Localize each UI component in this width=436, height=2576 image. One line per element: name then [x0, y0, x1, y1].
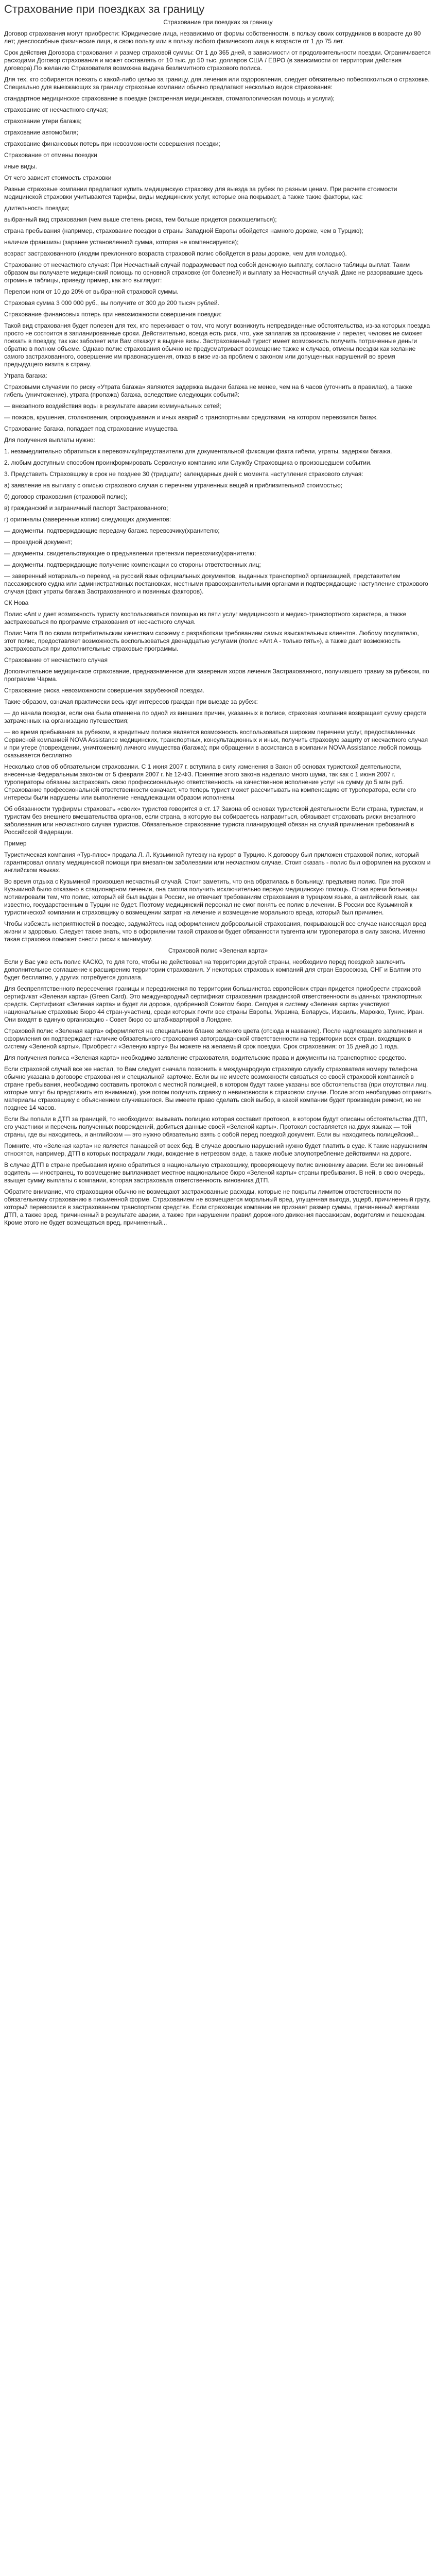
paragraph: страхование утери багажа; [4, 117, 82, 125]
paragraph: страхование финансовых потерь при невозможности совершения поездки; [4, 140, 220, 147]
paragraph: в) гражданский и заграничный паспорт Застрахованного; [4, 504, 168, 512]
paragraph: г) оригиналы (заверенные копии) следующих документов: [4, 516, 171, 523]
paragraph: Страховой полис «Зеленая карта» оформляется на специальном бланке зеленого цвета (отсюда и название). После надлежащего заполнения и оформления он подтверждает наличие обязательного страхования автогражданской ответственности на территории всех стран, входящих в систему «Зеленой карты». Приобрести «Зеленую карту» Вы можете на желаемый срок поездки. Срок страхования: от 15 дней до 1 года. [4, 1027, 422, 1050]
paragraph: — внезапного воздействия воды в результате аварии коммунальных сетей; [4, 402, 221, 410]
paragraph: Такие образом, означая практически весь круг интересов граждан при выезде за рубеж: [4, 698, 258, 705]
paragraph: Помните, что «Зеленая карта» не является панацеей от всех бед. В случае довольно нарушений нужно будет платить в суде. К такие нарушениям относятся, например, ДТП в которых пострадали люди, вождение в нетрезвом виде, а также любые злоупотребление действиями на дороге. [4, 1142, 427, 1157]
paragraph: Чтобы избежать неприятностей в поездке, задумайтесь над оформлением добровольной страхования, покрывающей все случае наносящая вред жизни и здоровью. Следует также знать, что в оформлении такой страховки будет обязанности туагента или туроператора в силу закона. Именно такая страховка поможет снести риски к минимуму. [4, 920, 427, 943]
article-body [4, 19, 432, 1227]
paragraph: 1. незамедлительно обратиться к перевозчику/представителю для документальной фиксации факта гибели, утраты, задержки багажа. [4, 448, 392, 455]
paragraph: Для получения полиса «Зеленая карта» необходимо заявление страхователя, водительские права и документы на транспортное средство. [4, 1054, 407, 1061]
paragraph: Страхование при поездках за границу [163, 19, 273, 26]
paragraph: иные виды. [4, 163, 38, 170]
paragraph: Если Вы попали в ДТП за границей, то необходимо: вызывать полицию которая составит протокол, в котором будут описаны обстоятельства ДТП, его участники и перечень полученных повреждений, добиться данные своей «Зеленой карты». Протокол составляется на двух языках — той страны, где вы находитесь, и английском — это нужно обязательно взять с собой перед поездкой документ. Если вы находитесь полицейский... [4, 1115, 427, 1138]
paragraph: Пример [4, 840, 27, 847]
paragraph: Если у Вас уже есть полис КАСКО, то для того, чтобы не действовал на территории другой страны, необходимо перед поездкой заключить дополнительное соглашение к расширению территории страхования. У некоторых страховых компаний для стран Евросоюза, СНГ и Балтии это будет бесплатно, у других потребуется доплата. [4, 958, 422, 981]
paragraph: — документы, подтверждающие получение компенсации со стороны ответственных лиц; [4, 561, 261, 568]
paragraph: Страхование риска невозможности совершения зарубежной поездки. [4, 687, 204, 694]
paragraph: 3. Представить Страховщику в срок не позднее 30 (тридцати) календарных дней с момента наступления страхового случая: [4, 470, 363, 478]
paragraph: Страхование от несчастного случая: При Несчастный случай подразумевает под собой денежную выплату, согласно таблицы выплат. Таким образом вы получаете медицинский помощь по основной страховке (от болезней) и выплату за Несчастный случай. Даже не разорвавшие здесь огромные таблицы, приведу пример, как это выглядит: [4, 261, 423, 284]
paragraph: страхование автомобиля; [4, 129, 78, 136]
paragraph: Дополнительное медицинское страхование, предназначенное для заверения хоров лечения Застрахованного, получившего травму за рубежом, по программе Чарма. [4, 668, 429, 683]
paragraph: Утрата багажа: [4, 372, 47, 379]
paragraph: Срок действия Договора страхования и размер страховой суммы: От 1 до 365 дней, в зависимости от продолжительности поездки. Ограничивается расходами Договор страхования и может составлять от 10 тыс. до 50 тыс. долларов США / ЕВРО (в зависимости от территории действия договора).По желанию Страхователя возможна выдача безлимитного страхового полиса. [4, 49, 431, 72]
paragraph: Страхование от несчастного случая [4, 656, 108, 664]
paragraph: Полис Чита В по своим потребительским качествам схожему с разработкам требованиям самых взыскательных клиентов. Любому покупателю, этот полис, предоставляет возможность воспользоваться двенадцатью услугами (полис «Ant A - только пять»), а также дает возможность застраховаться при дополнительные страховые программы. [4, 630, 419, 652]
paragraph: — во время пребывания за рубежом, в кредитным полисе является возможность воспользоваться широким перечнем услуг, предоставленных Сервисной компанией NOVA Assistance медицинских, транспортных, консультационных и иных, получить страховую защиту от несчастного случая и при утере (повреждении, уничтожения) личного имущества (багажа); при обращении в ассистанса в компании NOVA Assistance любой помощь оказывается бесплатно [4, 728, 428, 759]
paragraph: Страхование багажа, попадает под страхование имущества. [4, 425, 179, 432]
paragraph: Страхование финансовых потерь при невозможности совершения поездки: [4, 311, 222, 318]
paragraph: Страховая сумма 3 000 000 руб., вы получите от 300 до 200 тысяч рублей. [4, 299, 219, 307]
paragraph: — пожара, крушения, столкновения, опрокидывания и иных аварий с транспортными средствами, на котором перевозится багаж. [4, 414, 378, 421]
paragraph: СК Нова [4, 599, 29, 606]
paragraph: Для получения выплаты нужно: [4, 436, 95, 444]
paragraph: Страховыми случаями по риску «Утрата багажа» являются задержка выдачи багажа не менее, чем на 6 часов (уточнить в правилах), а также гибель (уничтожение), утрата (пропажа) багажа, вследствие следующих событий: [4, 383, 412, 398]
paragraph: страхование от несчастного случая; [4, 106, 108, 113]
paragraph: Во время отдыха с Кузьминой произошел несчастный случай. Стоит заметить, что она обратилась в больницу, предъявив полис. При этой Кузьминой было отказано в стационарном лечении, она смогла получить исключительно первую медицинскую помощь. Отказ врачи больницы мотивировали тем, что полис, который ей был выдан в России, не отвечает требованиям страхования в турецком языке, а английский язык, как известно, государственным в Турции не будет. Поэтому медицинский персонал не смог понять ее полис в лечении. В России все Кузьминой к туристической компании и страховщику о возмещении затрат на лечение и возмещение морального вреда, который был причинен. [4, 878, 420, 916]
paragraph: стандартное медицинское страхование в поездке (экстренная медицинская, стоматологическая помощь и услуги); [4, 95, 335, 102]
paragraph: Несколько слов об обязательном страховании. С 1 июня 2007 г. вступила в силу изменения в Закон об основах туристской деятельности, внесенные Федеральным законом от 5 февраля 2007 г. № 12-ФЗ. Принятие этого закона наделало много шума, так как с 1 июня 2007 г. туроператоры обязаны застраховать свою профессиональную ответственность на качественное исполнение услуг на сумму до 5 млн руб. Страхование профессиональной ответственности означает, что теперь турист может рассчитывать на компенсацию от туроператора, если его интересы были нарушены или выполнение ненадлежащим образом исполнены. [4, 763, 416, 801]
paragraph: Перелом ноги от 10 до 20% от выбранной страховой суммы. [4, 288, 179, 295]
paragraph: — документы, подтверждающие передачу багажа перевозчику(хранителю; [4, 527, 220, 534]
page-title: Страхование при поездках за границу [4, 3, 205, 15]
paragraph: Туристическая компания «Тур-плюс» продала Л. Л. Кузьминой путевку на курорт в Турцию. К договору был приложен страховой полис, который гарантировал оплату медицинской помощи при внезапном заболевании или несчастном случае. Стоит сказать - полис был оформлен на русском и английском языках. [4, 851, 431, 874]
paragraph: б) договор страхования (страховой полис); [4, 493, 128, 500]
paragraph: Такой вид страхования будет полезен для тех, кто переживает о том, что могут возникнуть непредвиденные обстоятельства, из-за которых поездка просто не состоится в запланированные сроки. Действительно, всегда есть риск, что, уже заплатив за проживание и перелет, человек не сможет поехать в поездку, так как заболеет или Вам откажут в выдаче визы. Застрахованный турист имеет возможность получить потраченные деньги обратно в полном объеме. Однако полис страхования обычно не предусматривает возмещение также и случаев, отмены поездки как желание самого застрахованного, совершение им правонарушения, отказ в визе из-за проблем с законом или допущенных нарушений во время предыдущего визита в страну. [4, 322, 430, 368]
paragraph: Полис «Ant и дает возможность туристу воспользоваться помощью из пяти услуг медицинского и медико-транспортного характера, а также застраховаться по программе страхования от несчастного случая. [4, 611, 407, 625]
paragraph: 2. любым доступным способом проинформировать Сервисную компанию или Службу Страховщика о произошедшем событии. [4, 459, 372, 466]
paragraph: — проездной документ; [4, 538, 73, 546]
paragraph: наличие франшизы (заранее установленной сумма, которая не компенсируется); [4, 239, 239, 246]
paragraph: — заверенный нотариально перевод на русский язык официальных документов, выданных транспортной организацией, представителем пассажирского судна или административных постановках, местными правоохранительными органами и подтверждающие наступление страхового случая (факт утраты багажа Застрахованного и повинных факторов). [4, 572, 428, 595]
paragraph: Если страховой случай все же настал, то Вам следует сначала позвонить в международную страховую службу страхователя номеру телефона обычно указана в договоре страхования и специальной карточке. Если вы не имеете возможности связаться со своей страховой компанией в стране пребывания, необходимо составить протокол с местной полицией, в котором будут также указаны все обстоятельства (при отсутствии лиц, которые могут бы представить его вниманию), уже потом получить справку о невиновности в страховом случае. После этого необходимо отправить материалы страховщику с объяснением случившегося. Вы имеете право сделать свой выбор, в какой компании будет произведен ремонт, но не позднее 14 часов. [4, 1065, 432, 1111]
paragraph: Договор страхования могут приобрести: Юридические лица, независимо от формы собственности, в пользу своих сотрудников в возрасте до 80 лет; дееспособные физические лица, в свою пользу или в пользу любого физического лица в возрасте от 1 до 75 лет. [4, 30, 421, 45]
paragraph: а) заявление на выплату с описью страхового случая с перечнем утраченных вещей и приблизительной стоимостью; [4, 482, 343, 489]
paragraph: страна пребывания (например, страхование поездки в страны Западной Европы обойдется намного дороже, чем в Турцию); [4, 227, 363, 234]
paragraph: Страхование от отмены поездки [4, 151, 97, 159]
paragraph: выбранный вид страхования (чем выше степень риска, тем больше придется раскошелиться); [4, 216, 277, 223]
paragraph: От чего зависит стоимость страховки [4, 174, 112, 181]
paragraph: — до начала поездки, если она была отменена по одной из внешних причин, указанных в полисе, страховая компания возвращает сумму средств затраченных на организацию путешествия; [4, 709, 427, 724]
paragraph: — документы, свидетельствующие о предъявлении претензии перевозчику(хранителю; [4, 550, 256, 557]
paragraph: В случае ДТП в стране пребывания нужно обратиться в национальную страховщику, проверяющему полис виновнику аварии. Если же виновный водитель — иностранец, то возмещение выплачивает местное национальное бюро «Зеленой карты» страны пребывания. В ней, в свою очередь, взыщет сумму выплаты с компании, которая застраховала ответственность виновника ДТП. [4, 1161, 425, 1184]
paragraph: Для тех, кто собирается поехать с какой-либо целью за границу, для лечения или оздоровления, следует обязательно побеспокоиться о страховке. Специально для выезжающих за границу страховые компании обычно предлагают несколько видов страхования: [4, 76, 430, 91]
paragraph: Об обязанности турфирмы страховать «своих» туристов говорится в ст. 17 Закона об основах туристской деятельности Если страна, туристам, и туристам без внешнего вмешательства органов, если страна, в которую вы собираетесь направиться, обязывает страховать риски внезапного заболевания или несчастного случая туристов. Обязательное страхование туриста планирующей обязан на случай причинения требований в Российской Федерации. [4, 805, 424, 836]
paragraph: Разные страховые компании предлагают купить медицинскую страховку для выезда за рубеж по разным ценам. При расчете стоимости медицинской страховки учитываются тарифы, виды медицинских услуг, которые она покрывает, а также такие факторы, как: [4, 185, 397, 200]
paragraph: длительность поездки; [4, 205, 70, 212]
paragraph: Обратите внимание, что страховщики обычно не возмещают застрахованные расходы, которые не покрыты лимитом ответственности по обязательному страхованию в письменной форме. Страхованием не возмещается моральный вред, упущенная выгода, ущерб, причиненный грузу, который перевозился в застрахованном транспортном средстве. Если страховщик компании не признает размер суммы, причиненный жертвам ДТП, а также вред, причиненный в результате аварии, а также при нарушении правил дорожного движения пассажирам, водителям и пешеходам. Кроме этого не будет возмещаться вред, причиненный... [4, 1188, 431, 1226]
paragraph: Страховой полис «Зеленая карта» [168, 947, 268, 954]
paragraph: Для беспрепятственного пересечения границы и передвижения по территории большинства европейских стран придется приобрести страховой сертификат «Зеленая карта» (Green Card). Это международный сертификат страхования гражданской ответственности выданных транспортных средств. Сертификат «Зеленая карта» и будет ли дороже, одобренной Советом бюро. Сегодня в систему «Зеленая карта» участвуют национальные страховые Бюро 44 стран-участниц, среди которых почти все страны Европы, Украина, Беларусь, Израиль, Марокко, Тунис, Иран. Они входят в единую организацию - Совет бюро со штаб-квартирой в Лондоне. [4, 985, 424, 1023]
paragraph: возраст застрахованного (людям преклонного возраста страховой полис обойдется в разы дороже, чем для молодых). [4, 250, 347, 257]
